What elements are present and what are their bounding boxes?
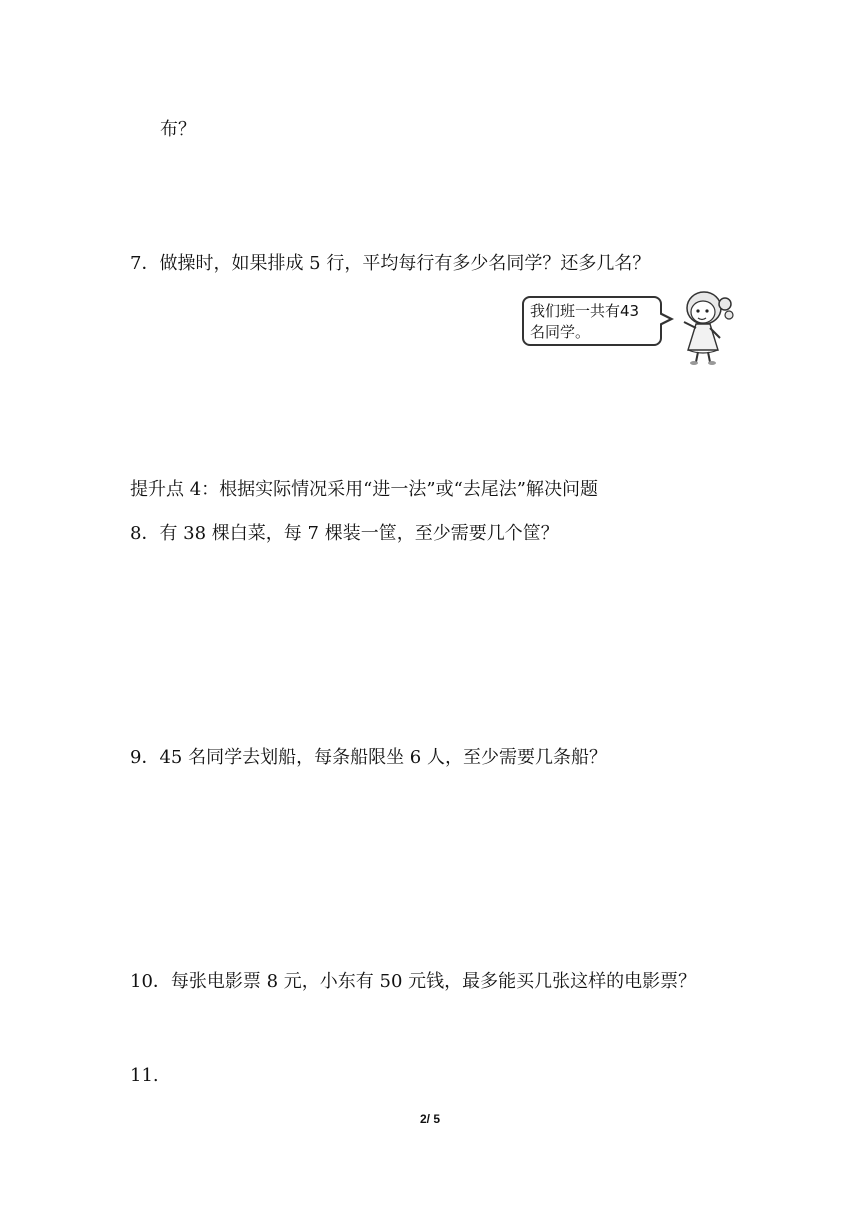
question-10: 10．每张电影票 8 元，小东有 50 元钱，最多能买几张这样的电影票？	[130, 971, 697, 992]
speech-bubble-text: 我们班一共有43 名同学。	[530, 302, 640, 341]
question-11: 11.	[130, 1065, 159, 1086]
girl-illustration	[676, 288, 738, 366]
page-number: 2/ 5	[419, 1112, 440, 1126]
previous-question-ending: 布？	[160, 119, 196, 140]
question-7: 7．做操时，如果排成 5 行，平均每行有多少名同学？还多几名？	[130, 253, 651, 274]
speech-bubble-box	[522, 296, 662, 346]
section-heading-point-4: 提升点 4：根据实际情况采用“进一法”或“去尾法”解决问题	[130, 479, 598, 500]
question-8: 8．有 38 棵白菜，每 7 棵装一筐，至少需要几个筐？	[130, 523, 559, 544]
question-9: 9．45 名同学去划船，每条船限坐 6 人，至少需要几条船？	[130, 747, 607, 768]
